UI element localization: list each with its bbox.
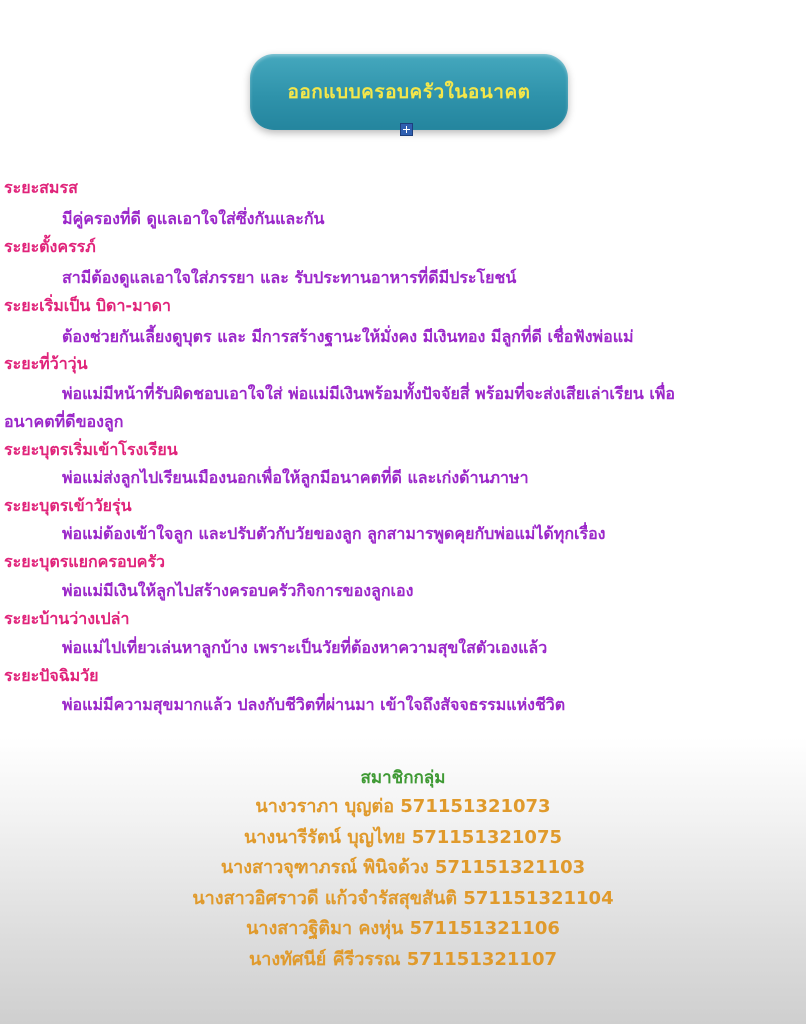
stage-desc-pregnancy: สามีต้องดูแลเอาใจใส่ภรรยา และ รับประทานอาหารที่ดีมีประโยชน์ (62, 268, 517, 287)
page-title: ออกแบบครอบครัวในอนาคต (287, 81, 531, 103)
members-heading: สมาชิกกลุ่ม (360, 768, 446, 788)
stage-desc-empty-nest: พ่อแม่ไปเที่ยวเล่นหาลูกบ้าง เพราะเป็นวัยที่ต้องหาความสุขใสตัวเองแล้ว (62, 638, 548, 657)
title-banner (250, 54, 568, 130)
expand-plus-icon[interactable] (400, 123, 413, 136)
stage-title-marriage: ระยะสมรส (4, 178, 78, 197)
stage-title-busy: ระยะที่ว้าวุ่น (4, 354, 88, 373)
member-item: นางสาวฐิติมา คงหุ่น 571151321106 (246, 918, 560, 939)
stage-title-school: ระยะบุตรเริ่มเข้าโรงเรียน (4, 440, 178, 459)
stage-desc-marriage: มีคู่ครองที่ดี ดูแลเอาใจใส่ซึ่งกันและกัน (62, 209, 325, 228)
stage-desc-busy-continued: อนาคตที่ดีของลูก (4, 412, 124, 431)
stage-desc-teen: พ่อแม่ต้องเข้าใจลูก และปรับตัวกับวัยของลูก ลูกสามารพูดคุยกับพ่อแม่ได้ทุกเรื่อง (62, 524, 606, 543)
stage-desc-new-parents: ต้องช่วยกันเลี้ยงดูบุตร และ มีการสร้างฐานะให้มั่งคง มีเงินทอง มีลูกที่ดี เชื่อฟังพ่อแม่ (62, 327, 634, 346)
stage-title-empty-nest: ระยะบ้านว่างเปล่า (4, 609, 130, 628)
stage-title-pregnancy: ระยะตั้งครรภ์ (4, 237, 96, 256)
member-item: นางสาวจุฑาภรณ์ พินิจด้วง 571151321103 (220, 857, 586, 878)
stage-title-late-life: ระยะปัจฉิมวัย (4, 666, 99, 685)
members-section (0, 764, 806, 975)
member-item: นางวราภา บุญต่อ 571151321073 (255, 796, 551, 817)
stage-title-launching: ระยะบุตรแยกครอบครัว (4, 552, 166, 571)
stage-title-new-parents: ระยะเริ่มเป็น บิดา-มาดา (4, 296, 171, 315)
stage-title-teen: ระยะบุตรเข้าวัยรุ่น (4, 496, 132, 515)
stage-desc-school: พ่อแม่ส่งลูกไปเรียนเมืองนอกเพื่อให้ลูกมีอนาคตที่ดี และเก่งด้านภาษา (62, 468, 529, 487)
stage-desc-busy: พ่อแม่มีหน้าที่รับผิดชอบเอาใจใส่ พ่อแม่มีเงินพร้อมทั้งปัจจัยสี่ พร้อมที่จะส่งเสียเล่าเรียน เพื่อ (62, 384, 675, 403)
member-item: นางนารีรัตน์ บุญไทย 571151321075 (244, 826, 562, 848)
stage-desc-late-life: พ่อแม่มีความสุขมากแล้ว ปลงกับชีวิตที่ผ่านมา เข้าใจถึงสัจจธรรมแห่งชีวิต (62, 695, 566, 714)
stage-desc-launching: พ่อแม่มีเงินให้ลูกไปสร้างครอบครัวกิจการของลูกเอง (62, 581, 414, 600)
member-item: นางทัศนีย์ คีรีวรรณ 571151321107 (248, 948, 558, 970)
member-item: นางสาวอิศราวดี แก้วจำรัสสุขสันติ 571151321104 (192, 887, 614, 909)
